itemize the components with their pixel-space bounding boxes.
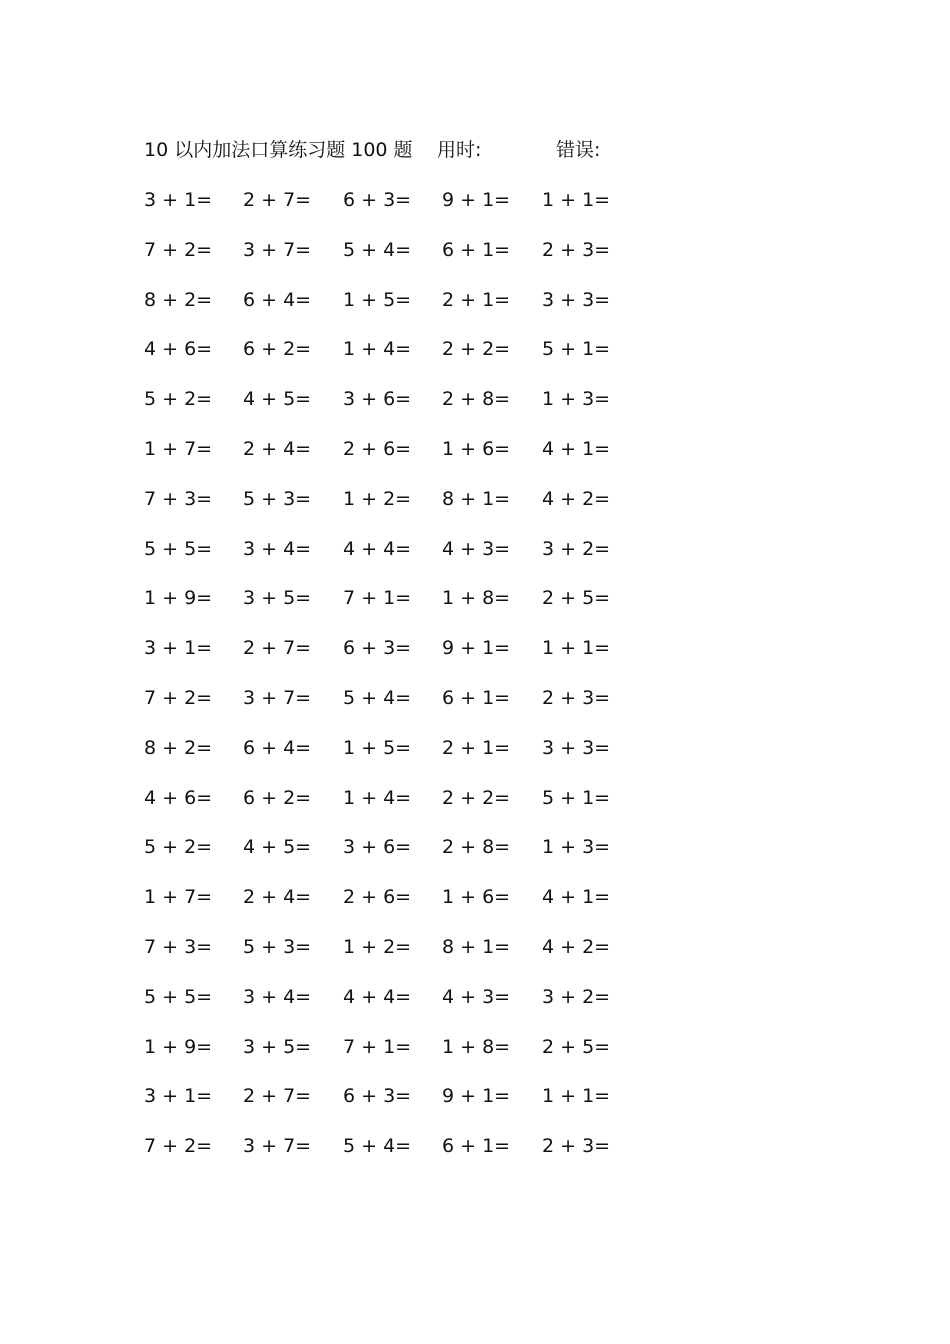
problem-item: 3 + 4=	[243, 985, 312, 1008]
problem-item: 2 + 8=	[442, 836, 511, 859]
problem-item: 1 + 2=	[343, 487, 412, 510]
problem-item: 4 + 2=	[542, 487, 611, 510]
problem-row	[144, 1133, 644, 1183]
time-used-label: 用时:	[437, 139, 482, 161]
problem-item: 4 + 6=	[144, 786, 213, 809]
problem-item: 6 + 3=	[343, 1085, 412, 1108]
problem-item: 2 + 1=	[442, 736, 511, 759]
problem-item: 8 + 2=	[144, 736, 213, 759]
problem-item: 6 + 3=	[343, 189, 412, 211]
problem-item: 5 + 2=	[144, 836, 213, 859]
problem-item: 7 + 3=	[144, 935, 213, 958]
problem-row	[144, 585, 644, 635]
problem-item: 5 + 1=	[542, 338, 611, 361]
problem-item: 1 + 8=	[442, 587, 511, 610]
problem-item: 1 + 7=	[144, 437, 213, 460]
problem-item: 3 + 6=	[343, 836, 412, 859]
problem-item: 8 + 1=	[442, 935, 511, 958]
problem-item: 6 + 2=	[243, 338, 312, 361]
problem-item: 5 + 1=	[542, 786, 611, 809]
problem-item: 5 + 2=	[144, 388, 213, 411]
problem-item: 2 + 5=	[542, 587, 611, 610]
problem-item: 4 + 5=	[243, 836, 312, 859]
problem-item: 1 + 5=	[343, 736, 412, 759]
problem-item: 3 + 7=	[243, 1135, 312, 1158]
problem-row	[144, 536, 644, 586]
problem-item: 1 + 3=	[542, 836, 611, 859]
problem-item: 1 + 8=	[442, 1035, 511, 1058]
problem-item: 2 + 8=	[442, 388, 511, 411]
problem-item: 7 + 1=	[343, 587, 412, 610]
problem-item: 3 + 7=	[243, 686, 312, 709]
problem-item: 2 + 2=	[442, 338, 511, 361]
problem-item: 1 + 6=	[442, 437, 511, 460]
problem-item: 4 + 1=	[542, 886, 611, 909]
problem-row	[144, 436, 644, 486]
worksheet-title: 10 以内加法口算练习题 100 题	[144, 139, 413, 161]
problem-row	[144, 336, 644, 386]
problem-row	[144, 237, 644, 287]
problem-item: 1 + 4=	[343, 338, 412, 361]
problem-item: 2 + 6=	[343, 437, 412, 460]
problem-item: 2 + 7=	[243, 1085, 312, 1108]
problem-item: 3 + 1=	[144, 1085, 213, 1108]
problem-item: 2 + 7=	[243, 189, 312, 211]
problem-item: 7 + 3=	[144, 487, 213, 510]
problem-item: 7 + 2=	[144, 238, 213, 261]
problem-row	[144, 984, 644, 1034]
problem-item: 2 + 4=	[243, 437, 312, 460]
problem-item: 3 + 2=	[542, 985, 611, 1008]
problem-item: 6 + 1=	[442, 1135, 511, 1158]
problem-item: 9 + 1=	[442, 1085, 511, 1108]
problem-item: 3 + 6=	[343, 388, 412, 411]
problem-item: 5 + 5=	[144, 985, 213, 1008]
problem-row	[144, 486, 644, 536]
problem-row	[144, 1083, 644, 1133]
problem-item: 6 + 4=	[243, 736, 312, 759]
problem-item: 3 + 3=	[542, 736, 611, 759]
problem-item: 1 + 7=	[144, 886, 213, 909]
problem-item: 5 + 3=	[243, 935, 312, 958]
problem-item: 3 + 5=	[243, 1035, 312, 1058]
problem-item: 3 + 3=	[542, 288, 611, 311]
problem-item: 4 + 2=	[542, 935, 611, 958]
problem-item: 2 + 3=	[542, 238, 611, 261]
problem-row	[144, 884, 644, 934]
problem-item: 7 + 2=	[144, 686, 213, 709]
problem-item: 5 + 4=	[343, 238, 412, 261]
problem-item: 6 + 1=	[442, 238, 511, 261]
problem-item: 3 + 5=	[243, 587, 312, 610]
problem-row	[144, 1034, 644, 1084]
problem-row	[144, 685, 644, 735]
problem-item: 3 + 2=	[542, 537, 611, 560]
problem-item: 5 + 4=	[343, 1135, 412, 1158]
problem-item: 1 + 4=	[343, 786, 412, 809]
problem-item: 1 + 1=	[542, 637, 611, 660]
problem-item: 1 + 5=	[343, 288, 412, 311]
problem-row	[144, 934, 644, 984]
problem-row	[144, 635, 644, 685]
problem-item: 3 + 7=	[243, 238, 312, 261]
worksheet-header	[144, 136, 624, 164]
problem-item: 9 + 1=	[442, 189, 511, 211]
problem-item: 4 + 5=	[243, 388, 312, 411]
problem-item: 8 + 1=	[442, 487, 511, 510]
problem-row	[144, 735, 644, 785]
problem-item: 1 + 9=	[144, 587, 213, 610]
problem-item: 1 + 3=	[542, 388, 611, 411]
problem-item: 6 + 4=	[243, 288, 312, 311]
problem-grid	[144, 187, 644, 1183]
problem-item: 6 + 2=	[243, 786, 312, 809]
problem-item: 2 + 4=	[243, 886, 312, 909]
problem-item: 2 + 1=	[442, 288, 511, 311]
problem-row	[144, 834, 644, 884]
problem-item: 4 + 4=	[343, 985, 412, 1008]
problem-item: 2 + 6=	[343, 886, 412, 909]
problem-item: 3 + 1=	[144, 189, 213, 211]
problem-item: 8 + 2=	[144, 288, 213, 311]
problem-item: 1 + 2=	[343, 935, 412, 958]
problem-item: 4 + 6=	[144, 338, 213, 361]
problem-item: 5 + 4=	[343, 686, 412, 709]
problem-item: 6 + 3=	[343, 637, 412, 660]
problem-item: 6 + 1=	[442, 686, 511, 709]
problem-item: 1 + 9=	[144, 1035, 213, 1058]
problem-row	[144, 187, 644, 237]
problem-row	[144, 785, 644, 835]
problem-item: 2 + 3=	[542, 1135, 611, 1158]
problem-item: 4 + 3=	[442, 985, 511, 1008]
problem-item: 2 + 3=	[542, 686, 611, 709]
problem-item: 4 + 1=	[542, 437, 611, 460]
problem-item: 7 + 1=	[343, 1035, 412, 1058]
problem-item: 4 + 4=	[343, 537, 412, 560]
problem-item: 5 + 3=	[243, 487, 312, 510]
problem-item: 1 + 6=	[442, 886, 511, 909]
problem-item: 2 + 5=	[542, 1035, 611, 1058]
problem-item: 7 + 2=	[144, 1135, 213, 1158]
problem-item: 2 + 7=	[243, 637, 312, 660]
problem-item: 2 + 2=	[442, 786, 511, 809]
problem-item: 5 + 5=	[144, 537, 213, 560]
problem-row	[144, 287, 644, 337]
problem-item: 3 + 1=	[144, 637, 213, 660]
problem-item: 3 + 4=	[243, 537, 312, 560]
problem-item: 9 + 1=	[442, 637, 511, 660]
problem-row	[144, 386, 644, 436]
errors-label: 错误:	[556, 139, 601, 161]
problem-item: 1 + 1=	[542, 189, 611, 211]
problem-item: 4 + 3=	[442, 537, 511, 560]
problem-item: 1 + 1=	[542, 1085, 611, 1108]
